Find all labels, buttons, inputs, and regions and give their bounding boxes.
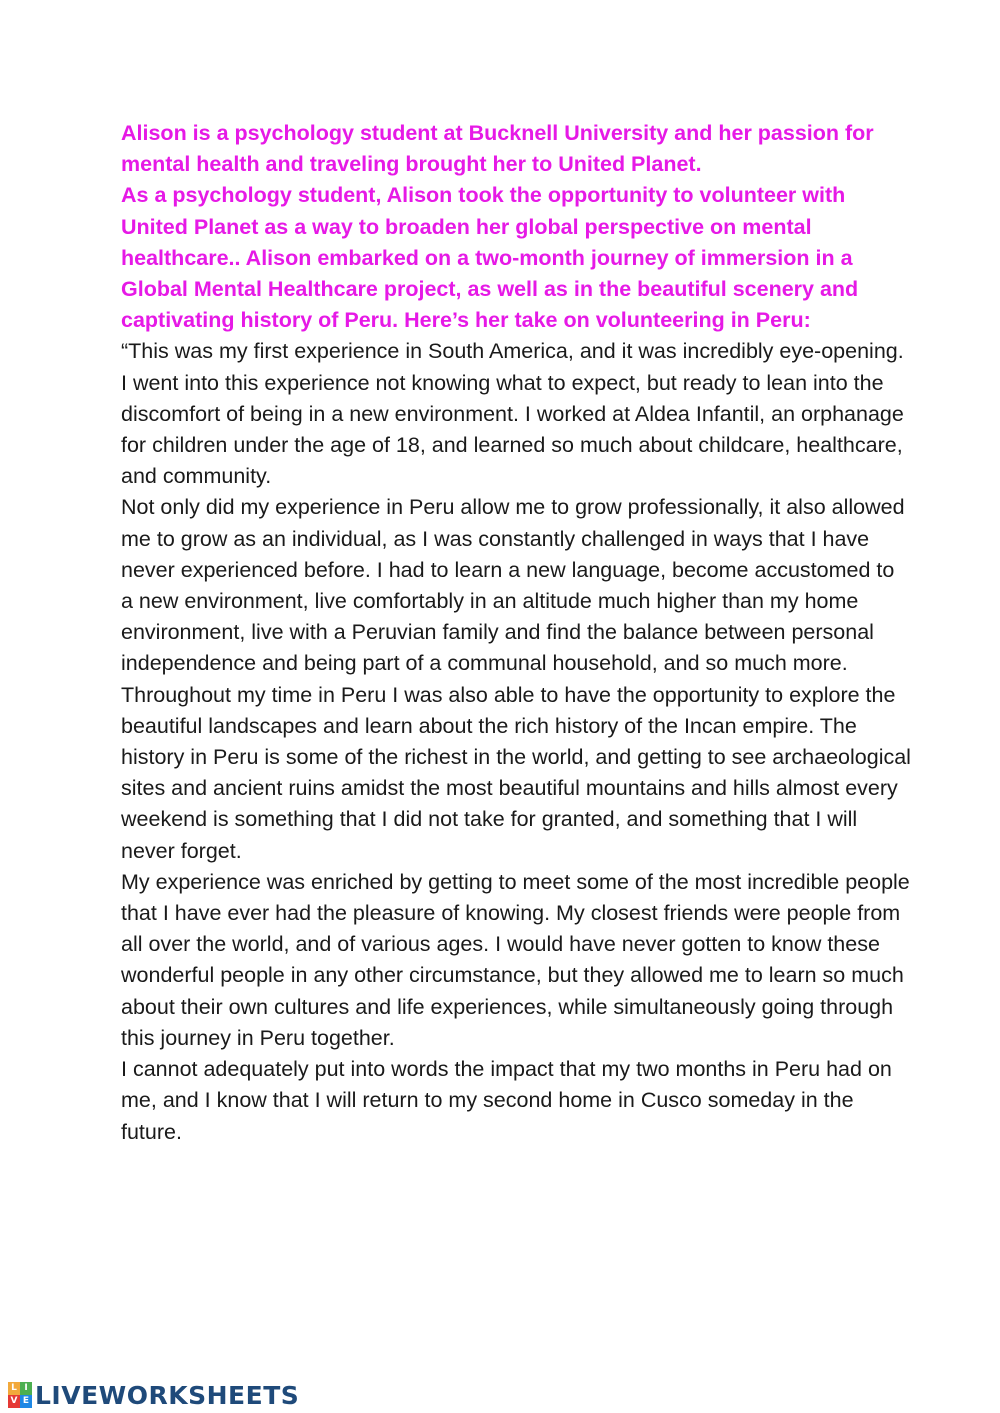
logo-square-l: L bbox=[8, 1382, 20, 1395]
body-paragraph: “This was my first experience in South America, and it was incredibly eye-opening. I went into this experience not knowing what to expect, but ready to lean into the discomfort of being in a new environment. I worked at Aldea Infantil, an orphanage for children under the age of 18, and learned so much about childcare, healthcare, and community. bbox=[121, 339, 904, 489]
logo-square-v: V bbox=[8, 1395, 20, 1408]
liveworksheets-logo-icon bbox=[8, 1382, 32, 1408]
intro-paragraph: As a psychology student, Alison took the opportunity to volunteer with United Planet as a way to broaden her global perspective on mental healthcare.. Alison embarked on a two-month journey of immersion in a Global Mental Healthcare project, as well as in the beautiful scenery and captivating history of Peru. Here’s her take on volunteering in Peru: bbox=[121, 183, 859, 333]
body-paragraph: Throughout my time in Peru I was also able to have the opportunity to explore the beautiful landscapes and learn about the rich history of the Incan empire. The history in Peru is some of the richest in the world, and getting to see archaeological sites and ancient ruins amidst the most beautiful mountains and hills almost every weekend is something that I did not take for granted, and something that I will never forget. bbox=[121, 682, 911, 863]
body-paragraph: My experience was enriched by getting to meet some of the most incredible people that I have ever had the pleasure of knowing. My closest friends were people from all over the world, and of various ages. I would have never gotten to know these wonderful people in any other circumstance, but they allowed me to learn so much about their own cultures and life experiences, while simultaneously going through this journey in Peru together. bbox=[121, 869, 910, 1050]
body-paragraph: Not only did my experience in Peru allow me to grow professionally, it also allowed me to grow as an individual, as I was constantly challenged in ways that I have never experienced before. I had to learn a new language, become accustomed to a new environment, live comfortably in an altitude much higher than my home environment, live with a Peruvian family and find the balance between personal independence and being part of a communal household, and so much more. bbox=[121, 495, 905, 676]
body-paragraph: I cannot adequately put into words the impact that my two months in Peru had on me, and I know that I will return to my second home in Cusco someday in the future. bbox=[121, 1057, 892, 1144]
logo-square-e: E bbox=[20, 1395, 32, 1408]
intro-paragraph: Alison is a psychology student at Bucknell University and her passion for mental health and traveling brought her to United Planet. bbox=[121, 121, 874, 177]
liveworksheets-logo[interactable] bbox=[8, 1378, 299, 1412]
logo-square-i: I bbox=[20, 1382, 32, 1395]
intro-section bbox=[121, 118, 911, 336]
liveworksheets-wordmark: LIVEWORKSHEETS bbox=[35, 1380, 300, 1410]
worksheet-page bbox=[121, 118, 911, 1148]
testimonial-section bbox=[121, 336, 911, 1147]
